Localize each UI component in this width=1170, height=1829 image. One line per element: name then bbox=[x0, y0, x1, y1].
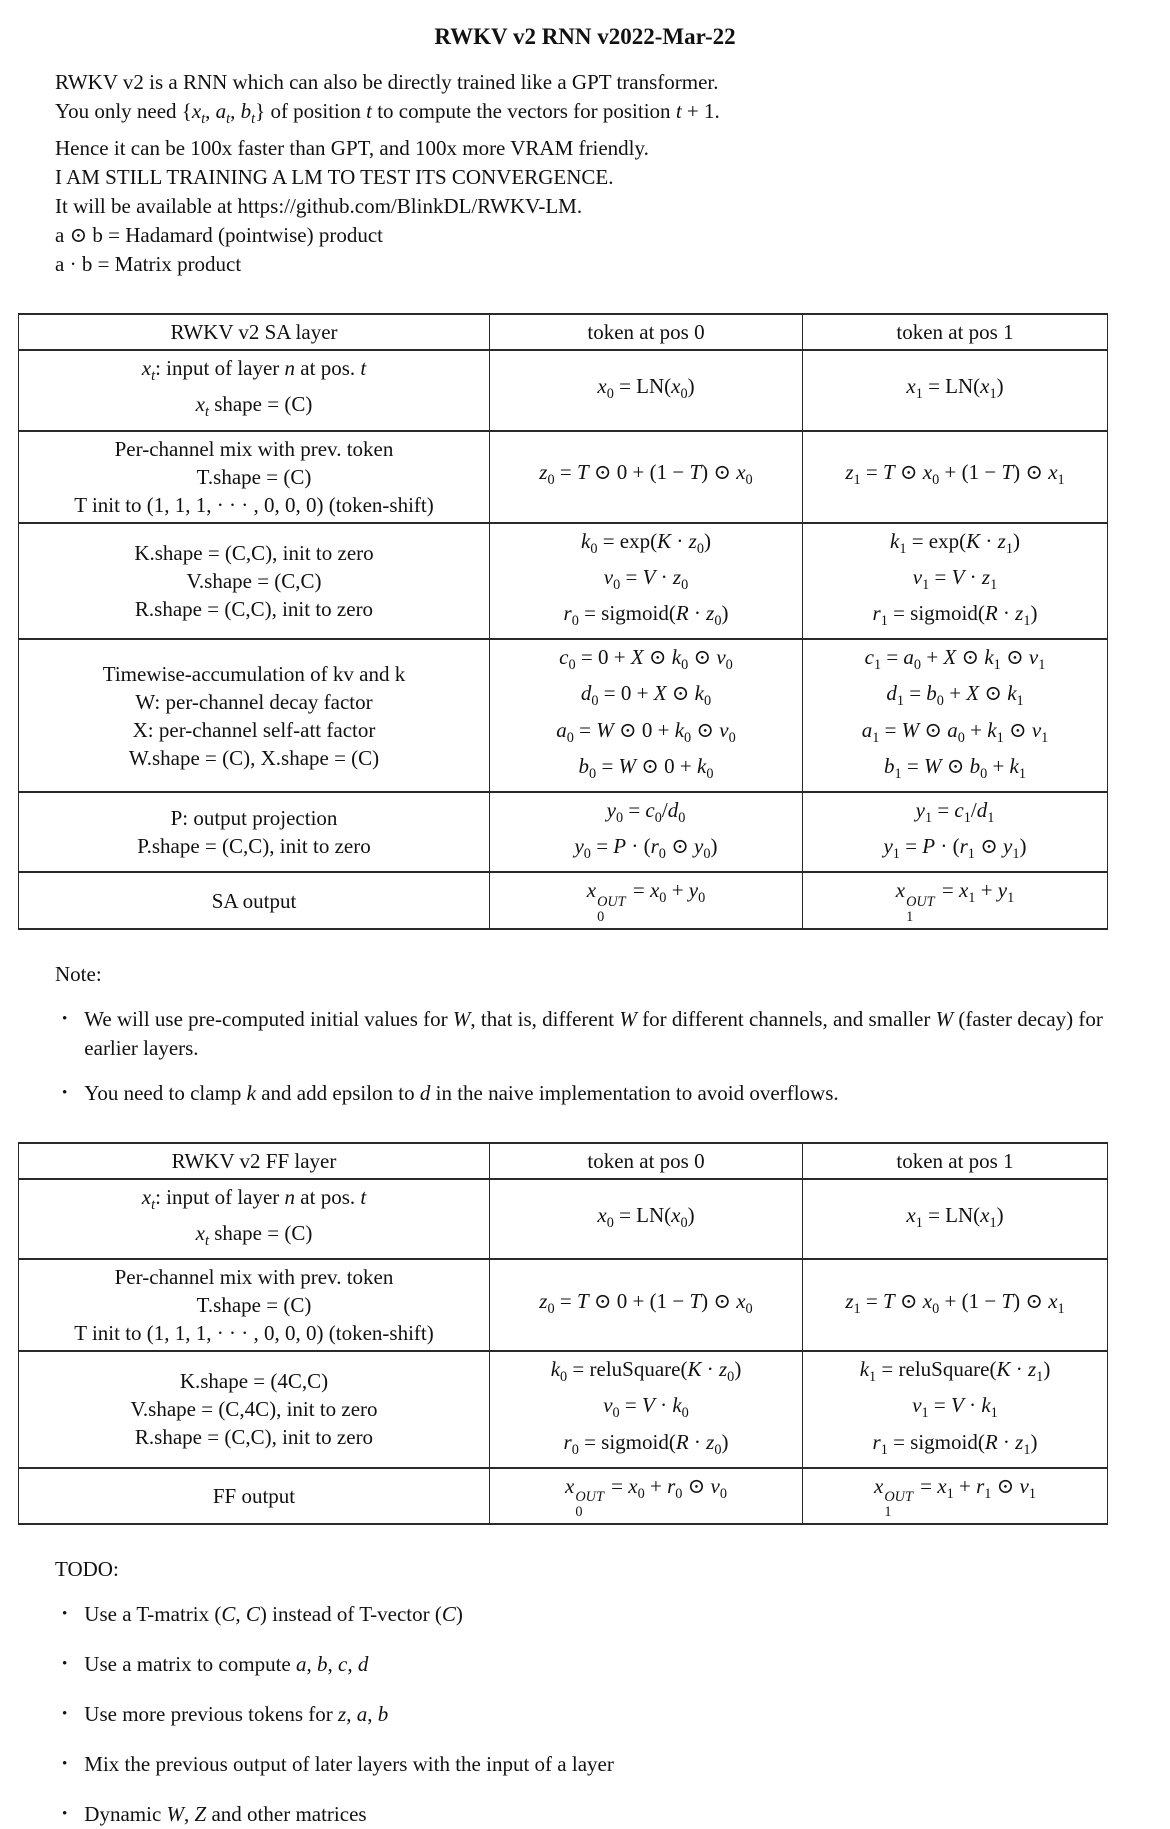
description-line: T.shape = (C) bbox=[196, 1293, 312, 1318]
intro-line: You only need {$x_t$, $a_t$, $b_t$} of position t to compute the vectors for position t + 1. bbox=[55, 99, 720, 128]
formula-line: $k_1 = \exp(K \cdot z_1)$ bbox=[890, 528, 1020, 557]
list-item-text: Use more previous tokens for z, a, b bbox=[84, 1702, 389, 1727]
formula-line: x OUT 1 = $x_1 + r_1$ ⊙ $v_1$ bbox=[874, 1473, 1036, 1521]
formula-line: $r_1$ = sigmoid(R · $z_1$) bbox=[872, 1429, 1038, 1458]
description-line: V.shape = (C,4C), init to zero bbox=[130, 1397, 378, 1422]
formula-cell-pos0 bbox=[490, 350, 803, 430]
formula-line: $v_0 = V \cdot k_0$ bbox=[603, 1393, 689, 1422]
intro-line: RWKV v2 is a RNN which can also be directly trained like a GPT transformer. bbox=[55, 70, 719, 94]
formula-line: $z_1 = T$ ⊙ $x_0 + (1 - T)$ ⊙ $x_1$ bbox=[845, 460, 1065, 489]
table-row bbox=[19, 1259, 1108, 1351]
row-description-cell bbox=[19, 1351, 490, 1468]
formula-cell-pos1 bbox=[803, 872, 1108, 929]
list-item-text: Dynamic W, Z and other matrices bbox=[84, 1802, 367, 1827]
list-item bbox=[62, 1800, 1142, 1829]
intro-line: It will be available at https://github.com/BlinkDL/RWKV-LM. bbox=[55, 194, 583, 219]
formula-cell-pos0 bbox=[490, 1179, 803, 1259]
formula-cell-pos1 bbox=[803, 1259, 1108, 1351]
formula-line: $r_0$ = sigmoid(R · $z_0$) bbox=[563, 1429, 729, 1458]
formula-line: $y_0 = c_0/d_0$ bbox=[606, 797, 686, 827]
intro-line: a ⊙ b = Hadamard (pointwise) product bbox=[55, 223, 384, 248]
formula-line: $z_0 = T$ ⊙ 0 + (1 − T) ⊙ $x_0$ bbox=[539, 460, 753, 489]
formula-line: $a_1 = W$ ⊙ $a_0 + k_1$ ⊙ $v_1$ bbox=[861, 717, 1049, 746]
intro-line: Hence it can be 100x faster than GPT, and 100x more VRAM friendly. bbox=[55, 136, 649, 161]
column-header: token at pos 0 bbox=[490, 1143, 803, 1179]
row-description-cell bbox=[19, 523, 490, 640]
formula-cell-pos1 bbox=[803, 350, 1108, 430]
formula-line: $y_1 = P \cdot (r_1$ ⊙ $y_1$) bbox=[883, 834, 1027, 863]
bullet-icon: • bbox=[62, 1806, 68, 1823]
formula-cell-pos1 bbox=[803, 431, 1108, 523]
page-title: RWKV v2 RNN v2022-Mar-22 bbox=[434, 24, 736, 49]
formula-line: $k_1$ = reluSquare(K · $z_1$) bbox=[859, 1357, 1051, 1386]
description-line: $x_t$ shape = (C) bbox=[195, 1220, 313, 1250]
table-row bbox=[19, 872, 1108, 929]
list-item bbox=[62, 1005, 1142, 1063]
formula-cell-pos0 bbox=[490, 1351, 803, 1468]
description-line: V.shape = (C,C) bbox=[186, 568, 322, 593]
formula-line: $v_1 = V \cdot k_1$ bbox=[912, 1393, 998, 1422]
column-header: RWKV v2 FF layer bbox=[19, 1143, 490, 1179]
bullet-icon: • bbox=[62, 1084, 68, 1101]
row-description-cell bbox=[19, 1468, 490, 1525]
description-line: $x_t$: input of layer n at pos. t bbox=[141, 356, 367, 385]
formula-line: $c_0 = 0 + X$ ⊙ $k_0$ ⊙ $v_0$ bbox=[559, 645, 733, 674]
formula-line: $x_0 = LN(x_0)$ bbox=[597, 1202, 695, 1232]
description-line: R.shape = (C,C), init to zero bbox=[134, 1425, 374, 1450]
formula-line: $k_0$ = reluSquare(K · $z_0$) bbox=[550, 1357, 742, 1386]
description-line: K.shape = (4C,C) bbox=[179, 1369, 329, 1394]
intro-line: I AM STILL TRAINING A LM TO TEST ITS CONVERGENCE. bbox=[55, 165, 614, 190]
description-line: Per-channel mix with prev. token bbox=[114, 436, 394, 461]
formula-cell-pos0 bbox=[490, 639, 803, 792]
formula-line: $r_0$ = sigmoid(R · $z_0$) bbox=[563, 600, 729, 630]
table-row bbox=[19, 350, 1108, 430]
row-description-cell bbox=[19, 350, 490, 430]
formula-line: $v_0 = V \cdot z_0$ bbox=[603, 564, 689, 593]
list-item-text: Use a T-matrix (C, C) instead of T-vector (C) bbox=[84, 1602, 463, 1627]
formula-line: $z_0 = T$ ⊙ 0 + (1 − T) ⊙ $x_0$ bbox=[539, 1289, 753, 1318]
description-line: X: per-channel self-att factor bbox=[132, 717, 376, 742]
bullet-icon: • bbox=[62, 1606, 68, 1623]
description-line: $x_t$: input of layer n at pos. t bbox=[141, 1184, 367, 1213]
intro-line: a · b = Matrix product bbox=[55, 252, 242, 277]
formula-line: $a_0 = W$ ⊙ $0 + k_0$ ⊙ $v_0$ bbox=[556, 717, 736, 746]
table-row bbox=[19, 523, 1108, 640]
formula-line: $b_0 = W$ ⊙ $0 + k_0$ bbox=[578, 753, 714, 782]
formula-line: $v_1 = V \cdot z_1$ bbox=[912, 564, 998, 593]
table-header-row bbox=[19, 314, 1108, 350]
description-line: T init to (1, 1, 1, · · · , 0, 0, 0) (token-shift) bbox=[74, 492, 434, 517]
formula-cell-pos1 bbox=[803, 1351, 1108, 1468]
table-header-row bbox=[19, 1143, 1108, 1179]
list-item-text: We will use pre-computed initial values for W, that is, different W for different channels, and smaller W (faster decay) for earlier layers. bbox=[84, 1006, 1103, 1060]
list-item bbox=[62, 1700, 1142, 1729]
note-list bbox=[0, 1005, 1170, 1108]
list-item bbox=[62, 1650, 1142, 1679]
row-description-cell bbox=[19, 792, 490, 872]
table-row bbox=[19, 639, 1108, 792]
description-line: T.shape = (C) bbox=[196, 464, 312, 489]
formula-cell-pos1 bbox=[803, 1468, 1108, 1525]
formula-cell-pos1 bbox=[803, 639, 1108, 792]
formula-cell-pos0 bbox=[490, 792, 803, 872]
formula-line: $x_1 = LN(x_1)$ bbox=[906, 1202, 1004, 1232]
list-item bbox=[62, 1600, 1142, 1629]
formula-cell-pos0 bbox=[490, 872, 803, 929]
formula-line: $b_1 = W$ ⊙ $b_0 + k_1$ bbox=[883, 753, 1027, 782]
description-line: W.shape = (C), X.shape = (C) bbox=[128, 745, 380, 770]
description-line: Timewise-accumulation of kv and k bbox=[102, 661, 406, 686]
list-item-text: Use a matrix to compute a, b, c, d bbox=[84, 1652, 369, 1677]
formula-cell-pos1 bbox=[803, 792, 1108, 872]
description-line: T init to (1, 1, 1, · · · , 0, 0, 0) (token-shift) bbox=[74, 1321, 434, 1346]
description-line: P: output projection bbox=[170, 806, 338, 831]
formula-line: $k_0 = \exp(K \cdot z_0)$ bbox=[581, 528, 711, 557]
formula-line: x OUT 0 = $x_0 + y_0$ bbox=[586, 878, 706, 925]
row-description-cell bbox=[19, 639, 490, 792]
column-header: token at pos 0 bbox=[490, 314, 803, 350]
list-item bbox=[62, 1079, 1142, 1108]
formula-line: $x_0 = LN(x_0)$ bbox=[597, 374, 695, 403]
formula-cell-pos0 bbox=[490, 1468, 803, 1525]
list-item-text: You need to clamp k and add epsilon to d in the naive implementation to avoid overflows. bbox=[84, 1080, 839, 1105]
bullet-icon: • bbox=[62, 1010, 68, 1027]
formula-line: $r_1$ = sigmoid(R · $z_1$) bbox=[872, 600, 1038, 630]
note-heading: Note: bbox=[55, 961, 102, 986]
column-header: RWKV v2 SA layer bbox=[19, 314, 490, 350]
description-line: K.shape = (C,C), init to zero bbox=[134, 540, 374, 565]
formula-line: $d_0 = 0 + X$ ⊙ $k_0$ bbox=[580, 681, 712, 710]
formula-line: x OUT 1 = $x_1 + y_1$ bbox=[895, 878, 1015, 925]
table-row bbox=[19, 792, 1108, 872]
formula-cell-pos0 bbox=[490, 431, 803, 523]
row-description-cell bbox=[19, 1179, 490, 1259]
formula-line: x OUT 0 = $x_0 + r_0$ ⊙ $v_0$ bbox=[565, 1473, 727, 1521]
column-header: token at pos 1 bbox=[803, 1143, 1108, 1179]
bullet-icon: • bbox=[62, 1756, 68, 1773]
todo-heading: TODO: bbox=[55, 1557, 119, 1582]
formula-cell-pos1 bbox=[803, 1179, 1108, 1259]
todo-list bbox=[0, 1600, 1170, 1829]
description-line: FF output bbox=[212, 1483, 296, 1508]
description-line: P.shape = (C,C), init to zero bbox=[137, 834, 371, 859]
bullet-icon: • bbox=[62, 1656, 68, 1673]
list-item bbox=[62, 1750, 1142, 1779]
table-row bbox=[19, 1468, 1108, 1525]
formula-cell-pos1 bbox=[803, 523, 1108, 640]
description-line: R.shape = (C,C), init to zero bbox=[134, 596, 374, 621]
description-line: SA output bbox=[211, 888, 297, 913]
formula-line: $d_1 = b_0 + X$ ⊙ $k_1$ bbox=[886, 681, 1024, 710]
formula-line: $c_1 = a_0 + X$ ⊙ $k_1$ ⊙ $v_1$ bbox=[864, 645, 1046, 674]
sa-layer-table bbox=[18, 313, 1108, 930]
ff-layer-table bbox=[18, 1142, 1108, 1525]
description-line: W: per-channel decay factor bbox=[135, 689, 373, 714]
list-item-text: Mix the previous output of later layers with the input of a layer bbox=[84, 1752, 614, 1777]
description-line: $x_t$ shape = (C) bbox=[195, 392, 313, 421]
table-row bbox=[19, 1179, 1108, 1259]
formula-line: $y_0 = P \cdot (r_0$ ⊙ $y_0$) bbox=[574, 834, 718, 863]
intro-paragraph bbox=[55, 68, 1170, 279]
formula-cell-pos0 bbox=[490, 523, 803, 640]
formula-line: $x_1 = LN(x_1)$ bbox=[906, 374, 1004, 403]
row-description-cell bbox=[19, 431, 490, 523]
column-header: token at pos 1 bbox=[803, 314, 1108, 350]
document-page bbox=[0, 24, 1170, 1827]
description-line: Per-channel mix with prev. token bbox=[114, 1265, 394, 1290]
formula-cell-pos0 bbox=[490, 1259, 803, 1351]
row-description-cell bbox=[19, 1259, 490, 1351]
table-row bbox=[19, 1351, 1108, 1468]
formula-line: $y_1 = c_1/d_1$ bbox=[915, 797, 995, 827]
bullet-icon: • bbox=[62, 1706, 68, 1723]
row-description-cell bbox=[19, 872, 490, 929]
formula-line: $z_1 = T$ ⊙ $x_0 + (1 - T)$ ⊙ $x_1$ bbox=[845, 1289, 1065, 1318]
table-row bbox=[19, 431, 1108, 523]
